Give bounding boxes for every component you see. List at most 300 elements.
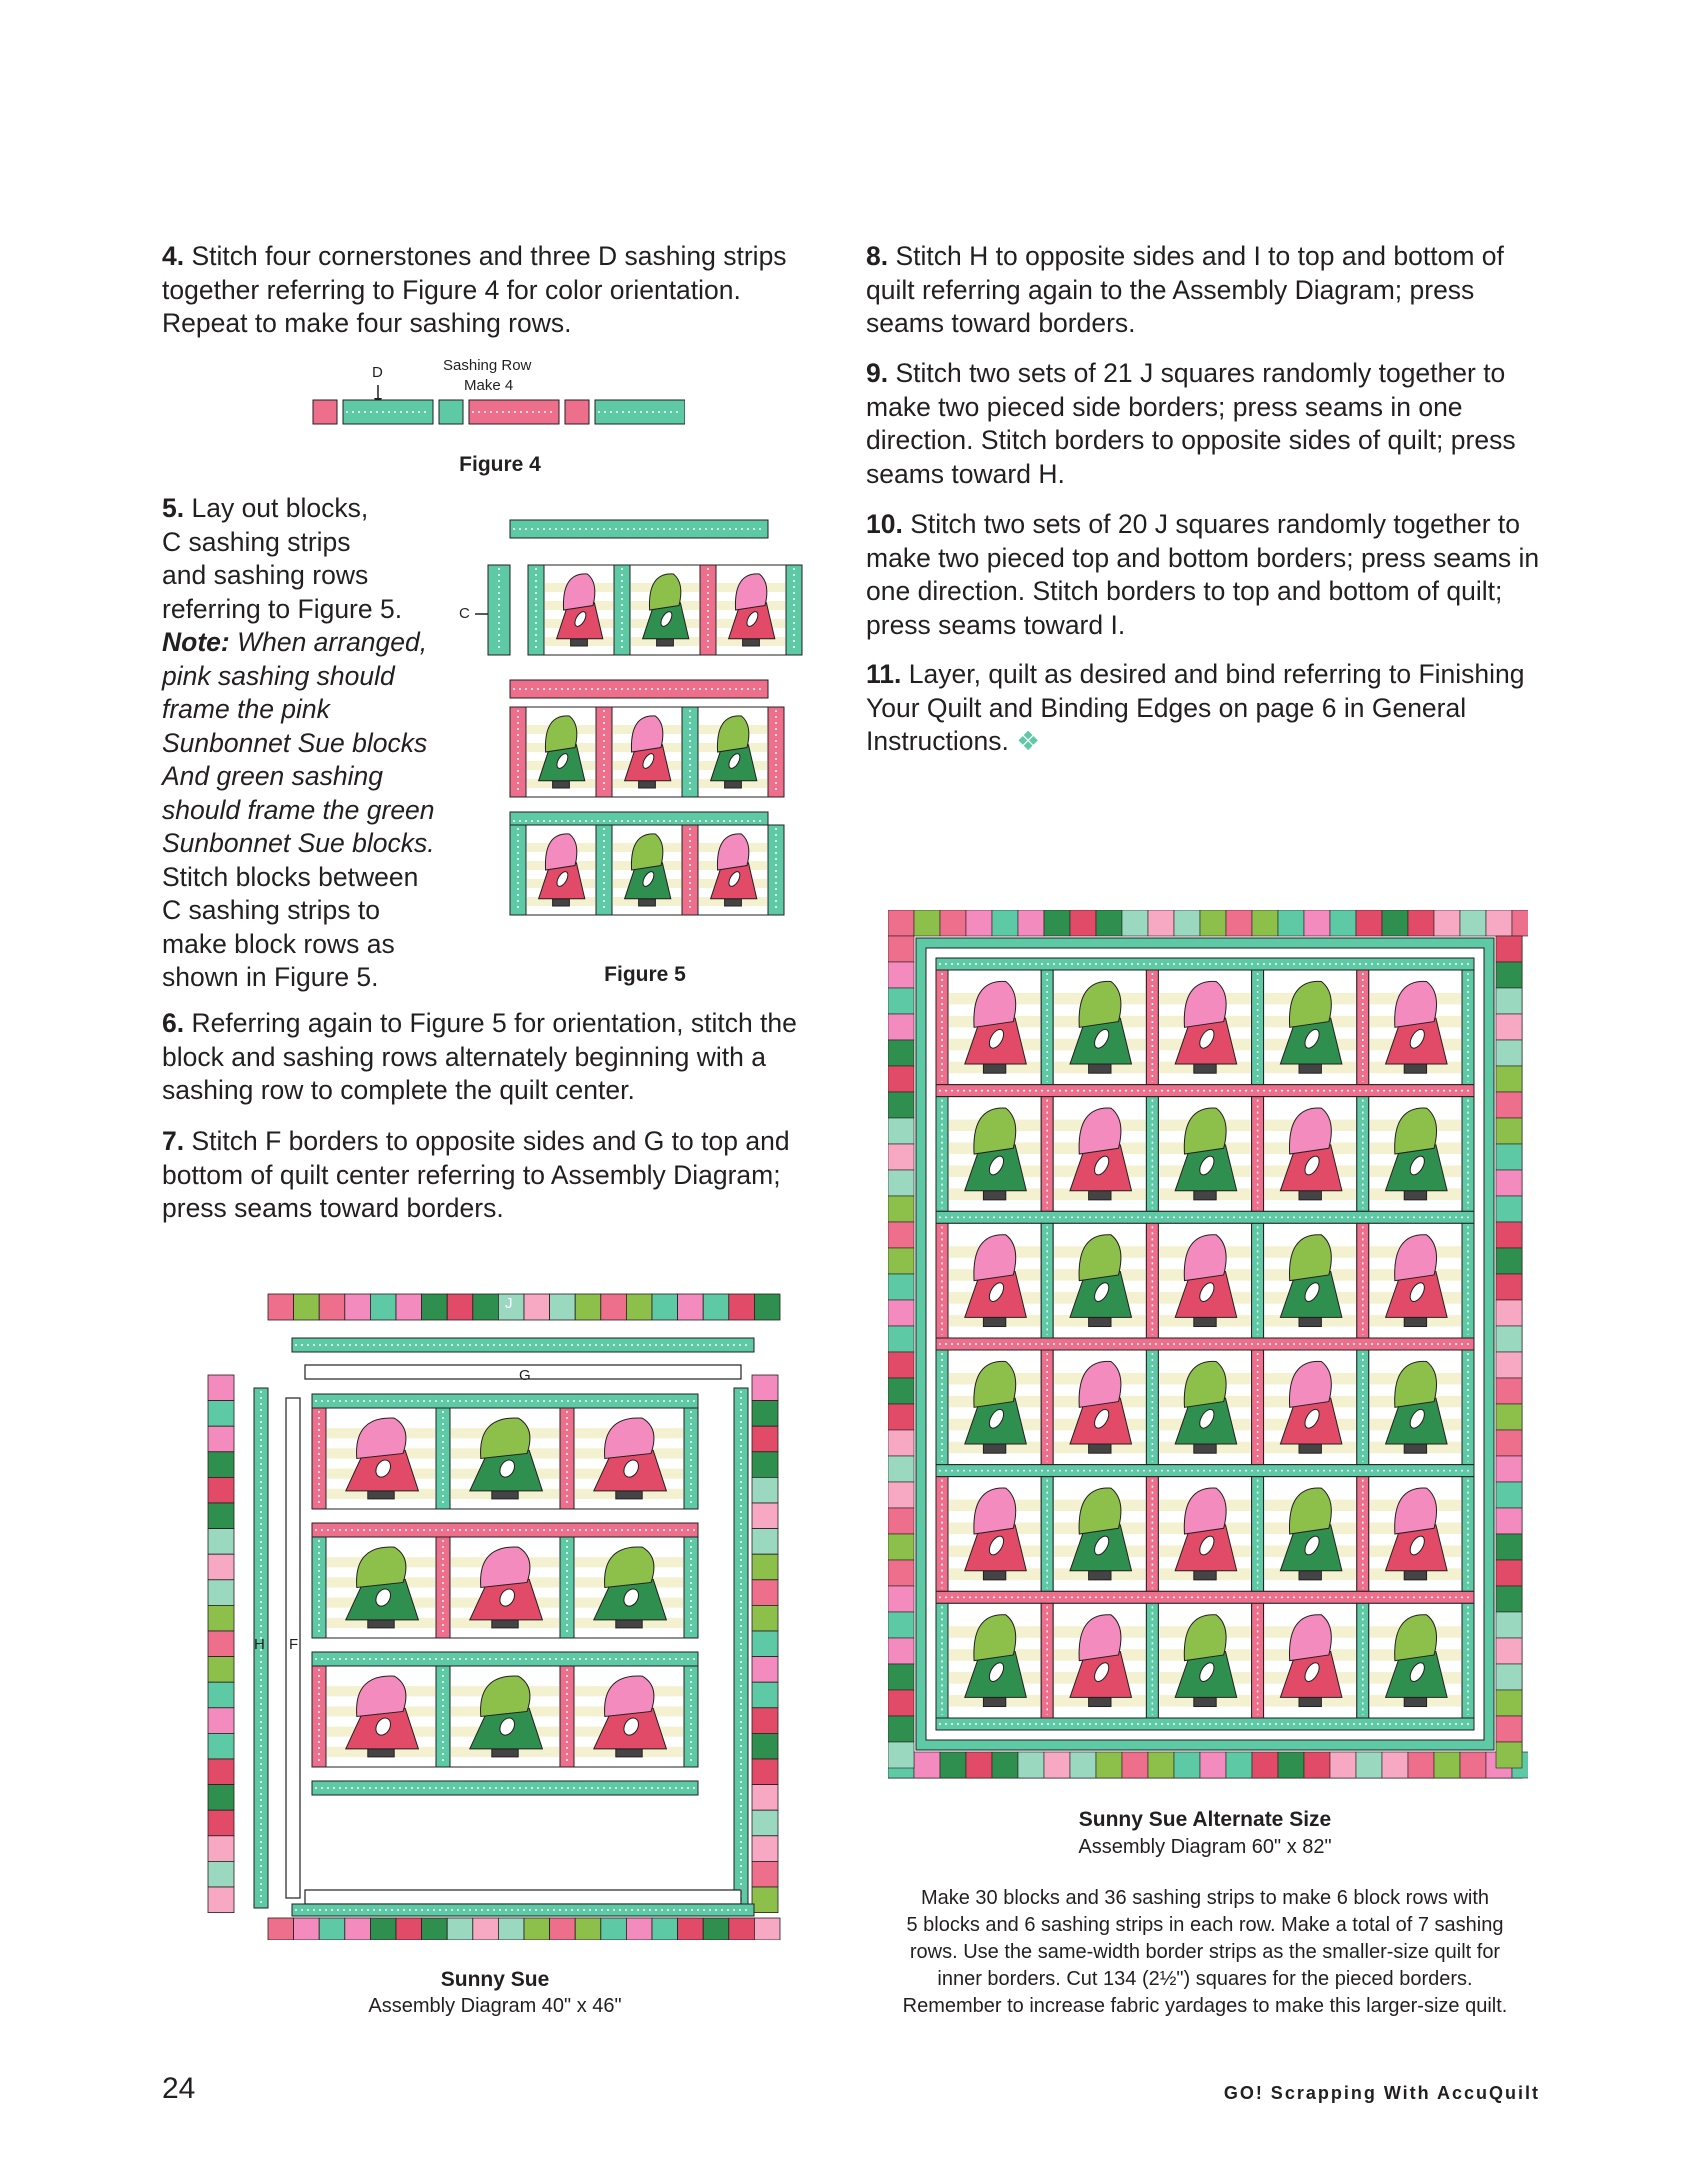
border-square-j [208,1887,234,1913]
border-square [1382,910,1408,936]
border-square [1496,1664,1522,1690]
step-8-text: Stitch H to opposite sides and I to top and bottom of quilt referring again to the Assembly Diagram; press seams toward borders. [866,241,1504,338]
border-square-j [752,1708,778,1734]
alternate-assembly-diagram-60x82 [888,910,1528,1780]
border-square [1330,910,1356,936]
border-square-j [752,1452,778,1478]
step-7 [162,1125,842,1226]
border-square [1496,1560,1522,1586]
border-square [888,936,914,962]
border-square [1278,1752,1304,1778]
border-square-j [752,1836,778,1862]
border-square-j [208,1759,234,1785]
page-number: 24 [162,2072,196,2105]
border-square [1496,1586,1522,1612]
border-square-j [754,1294,780,1320]
border-square-j [524,1918,550,1940]
border-square [1496,1352,1522,1378]
border-square-j [208,1580,234,1606]
shoe [1194,1064,1216,1073]
border-square-j [652,1294,678,1320]
border-square [1496,1196,1522,1222]
shoe [1194,1697,1216,1706]
border-square [1096,1752,1122,1778]
step-5-line: shown in Figure 5. [162,962,379,992]
border-square [1304,910,1330,936]
border-square-j [652,1918,678,1940]
border-square [888,1196,914,1222]
alternate-note-line: 5 blocks and 6 sashing strips in each row. Make a total of 7 sashing [906,1914,1504,1936]
border-square [1122,910,1148,936]
shoe [368,1491,394,1499]
assembly-label-g: G [519,1367,531,1384]
border-square-j [319,1294,345,1320]
shoe [1299,1317,1321,1326]
figure-5-label-c: C [459,605,470,622]
border-square-j [208,1733,234,1759]
alternate-note-line: Remember to increase fabric yardages to make this larger-size quilt. [902,1995,1508,2017]
step-5-line: C sashing strips to [162,895,380,925]
border-square-j [703,1918,729,1940]
alternate-subtitle: Assembly Diagram 60" x 82" [1078,1836,1332,1858]
border-square-j [208,1605,234,1631]
border-square [1496,1066,1522,1092]
border-square [1496,1248,1522,1274]
border-square [888,1274,914,1300]
border-square [1018,1752,1044,1778]
border-square [1434,910,1460,936]
border-square [888,1352,914,1378]
step-8-number: 8. [866,241,889,271]
border-square-j [208,1529,234,1555]
shoe [1299,1571,1321,1580]
border-square [1174,910,1200,936]
border-square-j [752,1785,778,1811]
step-11 [866,658,1546,759]
assembly-title: Sunny Sue [440,1968,550,1991]
border-square [888,1092,914,1118]
border-square [888,1482,914,1508]
border-square [888,1378,914,1404]
border-square-j [208,1785,234,1811]
border-square [1460,910,1486,936]
border-square [1496,1508,1522,1534]
border-square [888,1638,914,1664]
shoe [983,1317,1005,1326]
border-square [1496,1378,1522,1404]
shoe [639,781,656,788]
border-square [1496,1456,1522,1482]
border-square [888,1716,914,1742]
note-line: frame the pink [162,694,330,724]
border-square [1496,962,1522,988]
border-square [1496,1014,1522,1040]
border-square [1044,1752,1070,1778]
step-11-number: 11. [866,659,902,689]
border-square-j [678,1918,704,1940]
border-square-j [752,1605,778,1631]
assembly-label-j: J [505,1295,513,1312]
border-square-j [752,1554,778,1580]
border-square-j [294,1918,320,1940]
shoe [1404,1064,1426,1073]
border-square-j [729,1918,755,1940]
border-square [1496,1482,1522,1508]
border-square [888,1404,914,1430]
border-square-j [422,1918,448,1940]
border-square-j [208,1810,234,1836]
step-4 [162,240,832,341]
shoe [657,639,674,646]
border-square [1252,1752,1278,1778]
step-7-text: Stitch F borders to opposite sides and G to top and bottom of quilt center referring to Assembly Diagram; press seams toward borders. [162,1126,790,1223]
border-square [1496,1742,1522,1768]
shoe [1404,1571,1426,1580]
shoe [616,1749,642,1757]
shoe [1404,1191,1426,1200]
figure-5-layout [470,510,810,930]
border-square [1496,1534,1522,1560]
border-square [888,1040,914,1066]
shoe [983,1571,1005,1580]
border-square [888,1560,914,1586]
border-square-j [447,1918,473,1940]
border-square [1460,1752,1486,1778]
step-5-line: referring to Figure 5. [162,593,403,624]
shoe [368,1620,394,1628]
step-5-line: C sashing strips [162,526,351,557]
border-square-j [752,1759,778,1785]
shoe [1089,1191,1111,1200]
note-label: Note: [162,627,230,657]
shoe [743,639,760,646]
border-square [888,1300,914,1326]
border-square [1356,910,1382,936]
border-square-j [752,1682,778,1708]
border-square-j [550,1294,576,1320]
shoe [1089,1317,1111,1326]
note-line: should frame the green [162,794,435,825]
border-square-j [208,1477,234,1503]
border-square-j [208,1708,234,1734]
border-square [1278,910,1304,936]
border-square-j [752,1657,778,1683]
border-square [1496,1716,1522,1742]
border-square [1226,1752,1252,1778]
shoe [983,1697,1005,1706]
border-square-j [208,1554,234,1580]
step-5-line: Lay out blocks, [191,493,369,523]
step-10 [866,508,1546,642]
step-6 [162,1007,842,1108]
assembly-label-f: F [289,1636,299,1653]
border-square [914,1752,940,1778]
border-square [1496,1222,1522,1248]
border-square [1496,1118,1522,1144]
assembly-subtitle: Assembly Diagram 40" x 46" [368,1995,622,2017]
border-square [888,1014,914,1040]
border-square [1496,1300,1522,1326]
alternate-notes [860,1885,1550,2020]
border-square [1496,1430,1522,1456]
border-square [1496,1690,1522,1716]
shoe [1194,1444,1216,1453]
border-square [888,1118,914,1144]
border-square-j [208,1631,234,1657]
border-square-j [752,1529,778,1555]
shoe [725,899,742,906]
border-square-j [294,1294,320,1320]
border-square-j [575,1294,601,1320]
border-square-j [626,1918,652,1940]
shoe [1299,1191,1321,1200]
border-square-j [208,1452,234,1478]
step-5-line: and sashing rows [162,560,369,590]
border-square [1496,1144,1522,1170]
cornerstone [565,400,589,424]
step-5-line: make block rows as [162,928,395,959]
step-10-text: Stitch two sets of 20 J squares randomly together to make two pieced top and bottom borders; press seams in one direction. Stitch borders to top and bottom of quilt; press seams toward I. [866,509,1540,640]
border-square-j [422,1294,448,1320]
assembly-diagram-40x46 [200,1270,800,1940]
border-square [1148,910,1174,936]
figure-4-label-sashing: Sashing Row [443,357,532,374]
border-square [1304,1752,1330,1778]
step-7-number: 7. [162,1126,185,1156]
border-square-j [752,1887,778,1913]
shoe [1089,1064,1111,1073]
shoe [1194,1191,1216,1200]
border-square-j [752,1631,778,1657]
border-square-j [208,1401,234,1427]
step-4-text: Stitch four cornerstones and three D sashing strips together referring to Figure 4 for color orientation. Repeat to make four sashing rows. [162,241,787,338]
border-square-j [396,1294,422,1320]
border-square [888,1456,914,1482]
border-square [888,1742,914,1768]
figure-4-label-d: D [372,364,383,381]
border-square-j [754,1918,780,1940]
border-square [1252,910,1278,936]
shoe [553,781,570,788]
border-square-j [268,1294,294,1320]
border-square-j [345,1918,371,1940]
border-square [1496,936,1522,962]
figure-4-caption: Figure 4 [459,453,541,476]
shoe [571,639,588,646]
border-square-j [752,1426,778,1452]
border-square [1512,910,1528,936]
border-square-j [575,1918,601,1940]
shoe [616,1620,642,1628]
border-square-j [703,1294,729,1320]
note-line: And green sashing [162,761,383,791]
shoe [983,1444,1005,1453]
shoe [1299,1697,1321,1706]
alternate-note-line: inner borders. Cut 134 (2½") squares for the pieced borders. [937,1968,1473,1990]
figure-4-sashing-row [305,380,685,440]
border-square-j [345,1294,371,1320]
border-square [1148,1752,1174,1778]
figure-4-label-make: Make 4 [464,377,514,394]
border-square-j [601,1918,627,1940]
border-square-j [208,1657,234,1683]
border-square-j [208,1682,234,1708]
border-square-j [319,1918,345,1940]
border-square-j [678,1294,704,1320]
step-5-line: Stitch blocks between [162,861,419,892]
border-square [1496,1170,1522,1196]
border-square-j [550,1918,576,1940]
border-square [1408,1752,1434,1778]
shoe [492,1491,518,1499]
shoe [492,1749,518,1757]
border-square [1174,1752,1200,1778]
shoe [1089,1444,1111,1453]
border-square [888,910,914,936]
shoe [1089,1697,1111,1706]
border-square [888,1586,914,1612]
step-8 [866,240,1546,341]
border-square-j [370,1294,396,1320]
shoe [1299,1064,1321,1073]
border-square-j [729,1294,755,1320]
step-6-number: 6. [162,1008,185,1038]
shoe [1194,1571,1216,1580]
shoe [1089,1571,1111,1580]
end-mark-icon: ❖ [1016,726,1041,756]
border-square [888,1144,914,1170]
step-5 [162,492,462,995]
border-square [888,1508,914,1534]
border-square-j [752,1477,778,1503]
step-10-number: 10. [866,509,903,539]
shoe [1299,1444,1321,1453]
border-square [940,1752,966,1778]
border-square [966,910,992,936]
border-square [914,910,940,936]
border-square [992,910,1018,936]
border-square-j [447,1294,473,1320]
border-square [1496,988,1522,1014]
border-square [1044,910,1070,936]
alternate-note-line: rows. Use the same-width border strips as the smaller-size quilt for [909,1941,1501,1963]
shoe [725,781,742,788]
border-square [888,988,914,1014]
border-square-j [208,1861,234,1887]
border-square [1330,1752,1356,1778]
border-square-j [473,1294,499,1320]
shoe [639,899,656,906]
shoe [553,899,570,906]
border-square [1018,910,1044,936]
assembly-label-h: H [254,1636,265,1653]
border-square [888,1222,914,1248]
publication-name: GO! Scrapping With AccuQuilt [1223,2083,1540,2103]
border-square [1070,910,1096,936]
border-square [1200,910,1226,936]
shoe [1404,1697,1426,1706]
border-square [888,1430,914,1456]
step-11-text: Layer, quilt as desired and bind referring to Finishing Your Quilt and Binding Edges on page 6 in General Instructions. [866,659,1525,756]
border-square [888,1690,914,1716]
step-9-text: Stitch two sets of 21 J squares randomly together to make two pieced side borders; press seams in one direction. Stitch borders to opposite sides of quilt; press seams toward H. [866,358,1516,489]
border-square-j [370,1918,396,1940]
shoe [616,1491,642,1499]
border-square-j [752,1810,778,1836]
step-9-number: 9. [866,358,889,388]
border-square [1434,1752,1460,1778]
border-square [888,1534,914,1560]
border-square [940,910,966,936]
border-square-j [752,1401,778,1427]
border-square [1070,1752,1096,1778]
border-square-j [208,1375,234,1401]
border-square-j [208,1503,234,1529]
border-square [888,1326,914,1352]
border-square [1356,1752,1382,1778]
border-square-j [208,1836,234,1862]
border-square [888,1170,914,1196]
border-square [1496,1040,1522,1066]
step-4-number: 4. [162,241,185,271]
shoe [368,1749,394,1757]
border-square [1226,910,1252,936]
border-square-j [752,1861,778,1887]
shoe [983,1064,1005,1073]
note-line: When arranged, [237,627,428,657]
shoe [983,1191,1005,1200]
border-square [1496,1612,1522,1638]
border-square [1496,1274,1522,1300]
border-square-j [601,1294,627,1320]
border-strip-g [305,1890,741,1904]
step-9 [866,357,1546,491]
border-square-j [752,1580,778,1606]
border-square-j [626,1294,652,1320]
border-square [1496,1404,1522,1430]
border-square [1122,1752,1148,1778]
border-square-j [524,1294,550,1320]
border-square [1408,910,1434,936]
border-square [1496,1092,1522,1118]
border-square-j [396,1918,422,1940]
border-square [888,1066,914,1092]
alternate-note-line: Make 30 blocks and 36 sashing strips to make 6 block rows with [920,1887,1490,1909]
figure-5-caption: Figure 5 [604,963,686,986]
cornerstone [439,400,463,424]
border-square-j [208,1426,234,1452]
border-square-j [752,1503,778,1529]
shoe [1404,1444,1426,1453]
border-square [888,1664,914,1690]
note-line: Sunbonnet Sue blocks [162,727,428,758]
border-square-j [752,1375,778,1401]
border-square-j [268,1918,294,1940]
note-line: pink sashing should [162,660,395,691]
alternate-title: Sunny Sue Alternate Size [1078,1808,1332,1831]
border-square [888,962,914,988]
border-square [1486,910,1512,936]
cornerstone [313,400,337,424]
border-square-j [498,1918,524,1940]
border-square [966,1752,992,1778]
border-square [992,1752,1018,1778]
step-5-number: 5. [162,493,185,523]
border-square [1382,1752,1408,1778]
shoe [492,1620,518,1628]
border-square [1200,1752,1226,1778]
border-square [1496,1326,1522,1352]
